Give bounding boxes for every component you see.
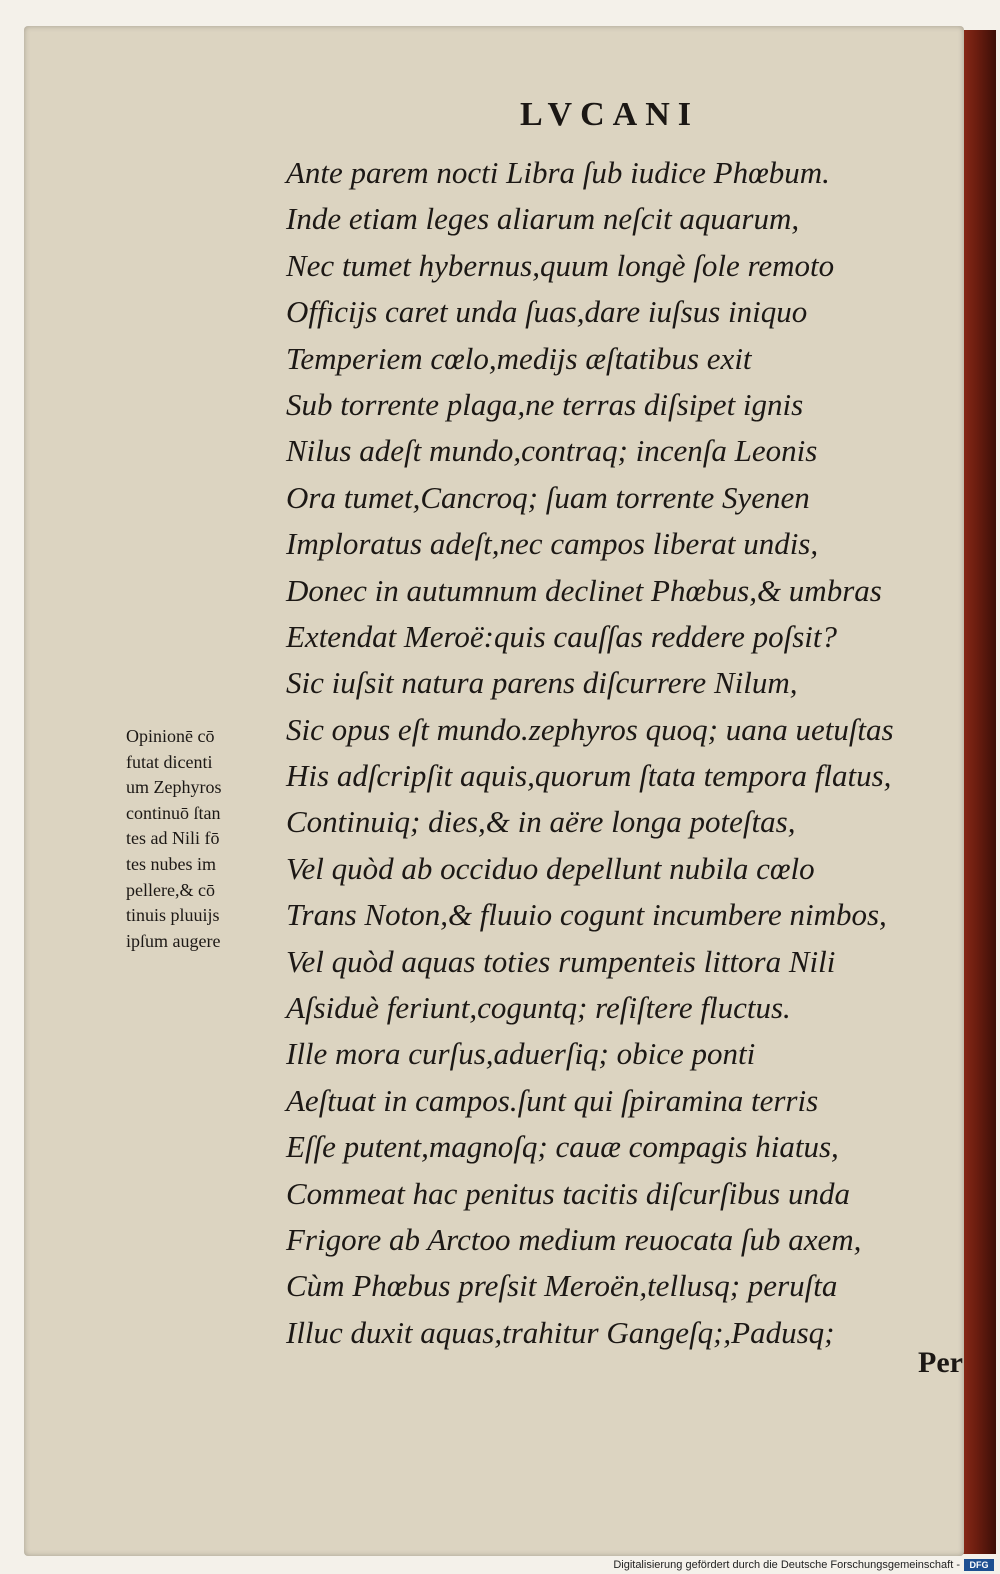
marginal-note-line: Opinionē cō bbox=[126, 726, 215, 746]
verse-line: Continuiq; dies,& in aëre longa poteſtas, bbox=[286, 804, 796, 840]
verse-line: Aeſtuat in campos.ſunt qui ſpiramina terris bbox=[286, 1082, 819, 1118]
marginal-note-line: tes nubes im bbox=[126, 853, 216, 874]
verse-line: Nec tumet hybernus,quum longè ſole remoto bbox=[286, 247, 835, 283]
verse-line: Inde etiam leges aliarum neſcit aquarum, bbox=[286, 201, 800, 237]
verse-line: Imploratus adeſt,nec campos liberat undis, bbox=[286, 526, 819, 562]
verse-line: Sic iuſsit natura parens diſcurrere Nilum, bbox=[286, 665, 798, 701]
marginal-note bbox=[126, 724, 286, 954]
verse-line: His adſcripſit aquis,quorum ſtata tempora flatus, bbox=[286, 758, 892, 794]
marginal-note-line: futat dicenti bbox=[126, 751, 213, 772]
verse-line: Nilus adeſt mundo,contraq; incenſa Leonis bbox=[286, 433, 818, 469]
verse-line: Vel quòd aquas toties rumpenteis littora Nili bbox=[286, 943, 836, 979]
marginal-note-line: um Zephyros bbox=[126, 777, 222, 798]
verse-block bbox=[286, 150, 958, 1356]
marginal-note-line: continuō ſtan bbox=[126, 802, 221, 823]
verse-line: Aſsiduè feriunt,coguntq; reſiſtere fluctus. bbox=[286, 990, 791, 1026]
running-header: LVCANI bbox=[520, 96, 700, 133]
dfg-logo: DFG bbox=[964, 1559, 994, 1571]
verse-line: Ante parem nocti Libra ſub iudice Phœbum. bbox=[286, 155, 830, 190]
verse-line: Sic opus eſt mundo.zephyros quoq; uana uetuſtas bbox=[286, 711, 894, 747]
verse-line: Sub torrente plaga,ne terras diſsipet ignis bbox=[286, 386, 804, 422]
marginal-note-line: tinuis pluuijs bbox=[126, 905, 220, 926]
marginal-note-line: pellere,& cō bbox=[126, 879, 215, 900]
verse-line: Officijs caret unda ſuas,dare iuſsus iniquo bbox=[286, 294, 808, 330]
verse-line: Frigore ab Arctoo medium reuocata ſub axem, bbox=[286, 1221, 862, 1257]
marginal-note-line: tes ad Nili fō bbox=[126, 828, 220, 849]
verse-line: Commeat hac penitus tacitis diſcurſibus unda bbox=[286, 1175, 850, 1211]
verse-line: Temperiem cœlo,medijs æſtatibus exit bbox=[286, 340, 752, 376]
marginal-note-line: ipſum augere bbox=[126, 930, 221, 951]
verse-line: Extendat Meroë:quis cauſſas reddere poſsit? bbox=[286, 618, 837, 654]
book-edge bbox=[962, 30, 996, 1554]
catchword: Per bbox=[918, 1346, 963, 1379]
verse-line: Ille mora curſus,aduerſiq; obice ponti bbox=[286, 1036, 756, 1072]
verse-line: Illuc duxit aquas,trahitur Gangeſq;,Padusq; bbox=[286, 1314, 835, 1350]
verse-line: Vel quòd ab occiduo depellunt nubila cœlo bbox=[286, 850, 815, 886]
verse-line: Cùm Phœbus preſsit Meroën,tellusq; peruſta bbox=[286, 1268, 838, 1304]
verse-line: Trans Noton,& fluuio cogunt incumbere nimbos, bbox=[286, 897, 887, 933]
footer-bar bbox=[0, 1556, 1000, 1574]
verse-line: Donec in autumnum declinet Phœbus,& umbras bbox=[286, 572, 882, 608]
funding-notice: Digitalisierung gefördert durch die Deutsche Forschungsgemeinschaft - bbox=[613, 1559, 960, 1571]
verse-line: Ora tumet,Cancroq; ſuam torrente Syenen bbox=[286, 479, 810, 515]
verse-line: Eſſe putent,magnoſq; cauæ compagis hiatus, bbox=[286, 1129, 839, 1165]
